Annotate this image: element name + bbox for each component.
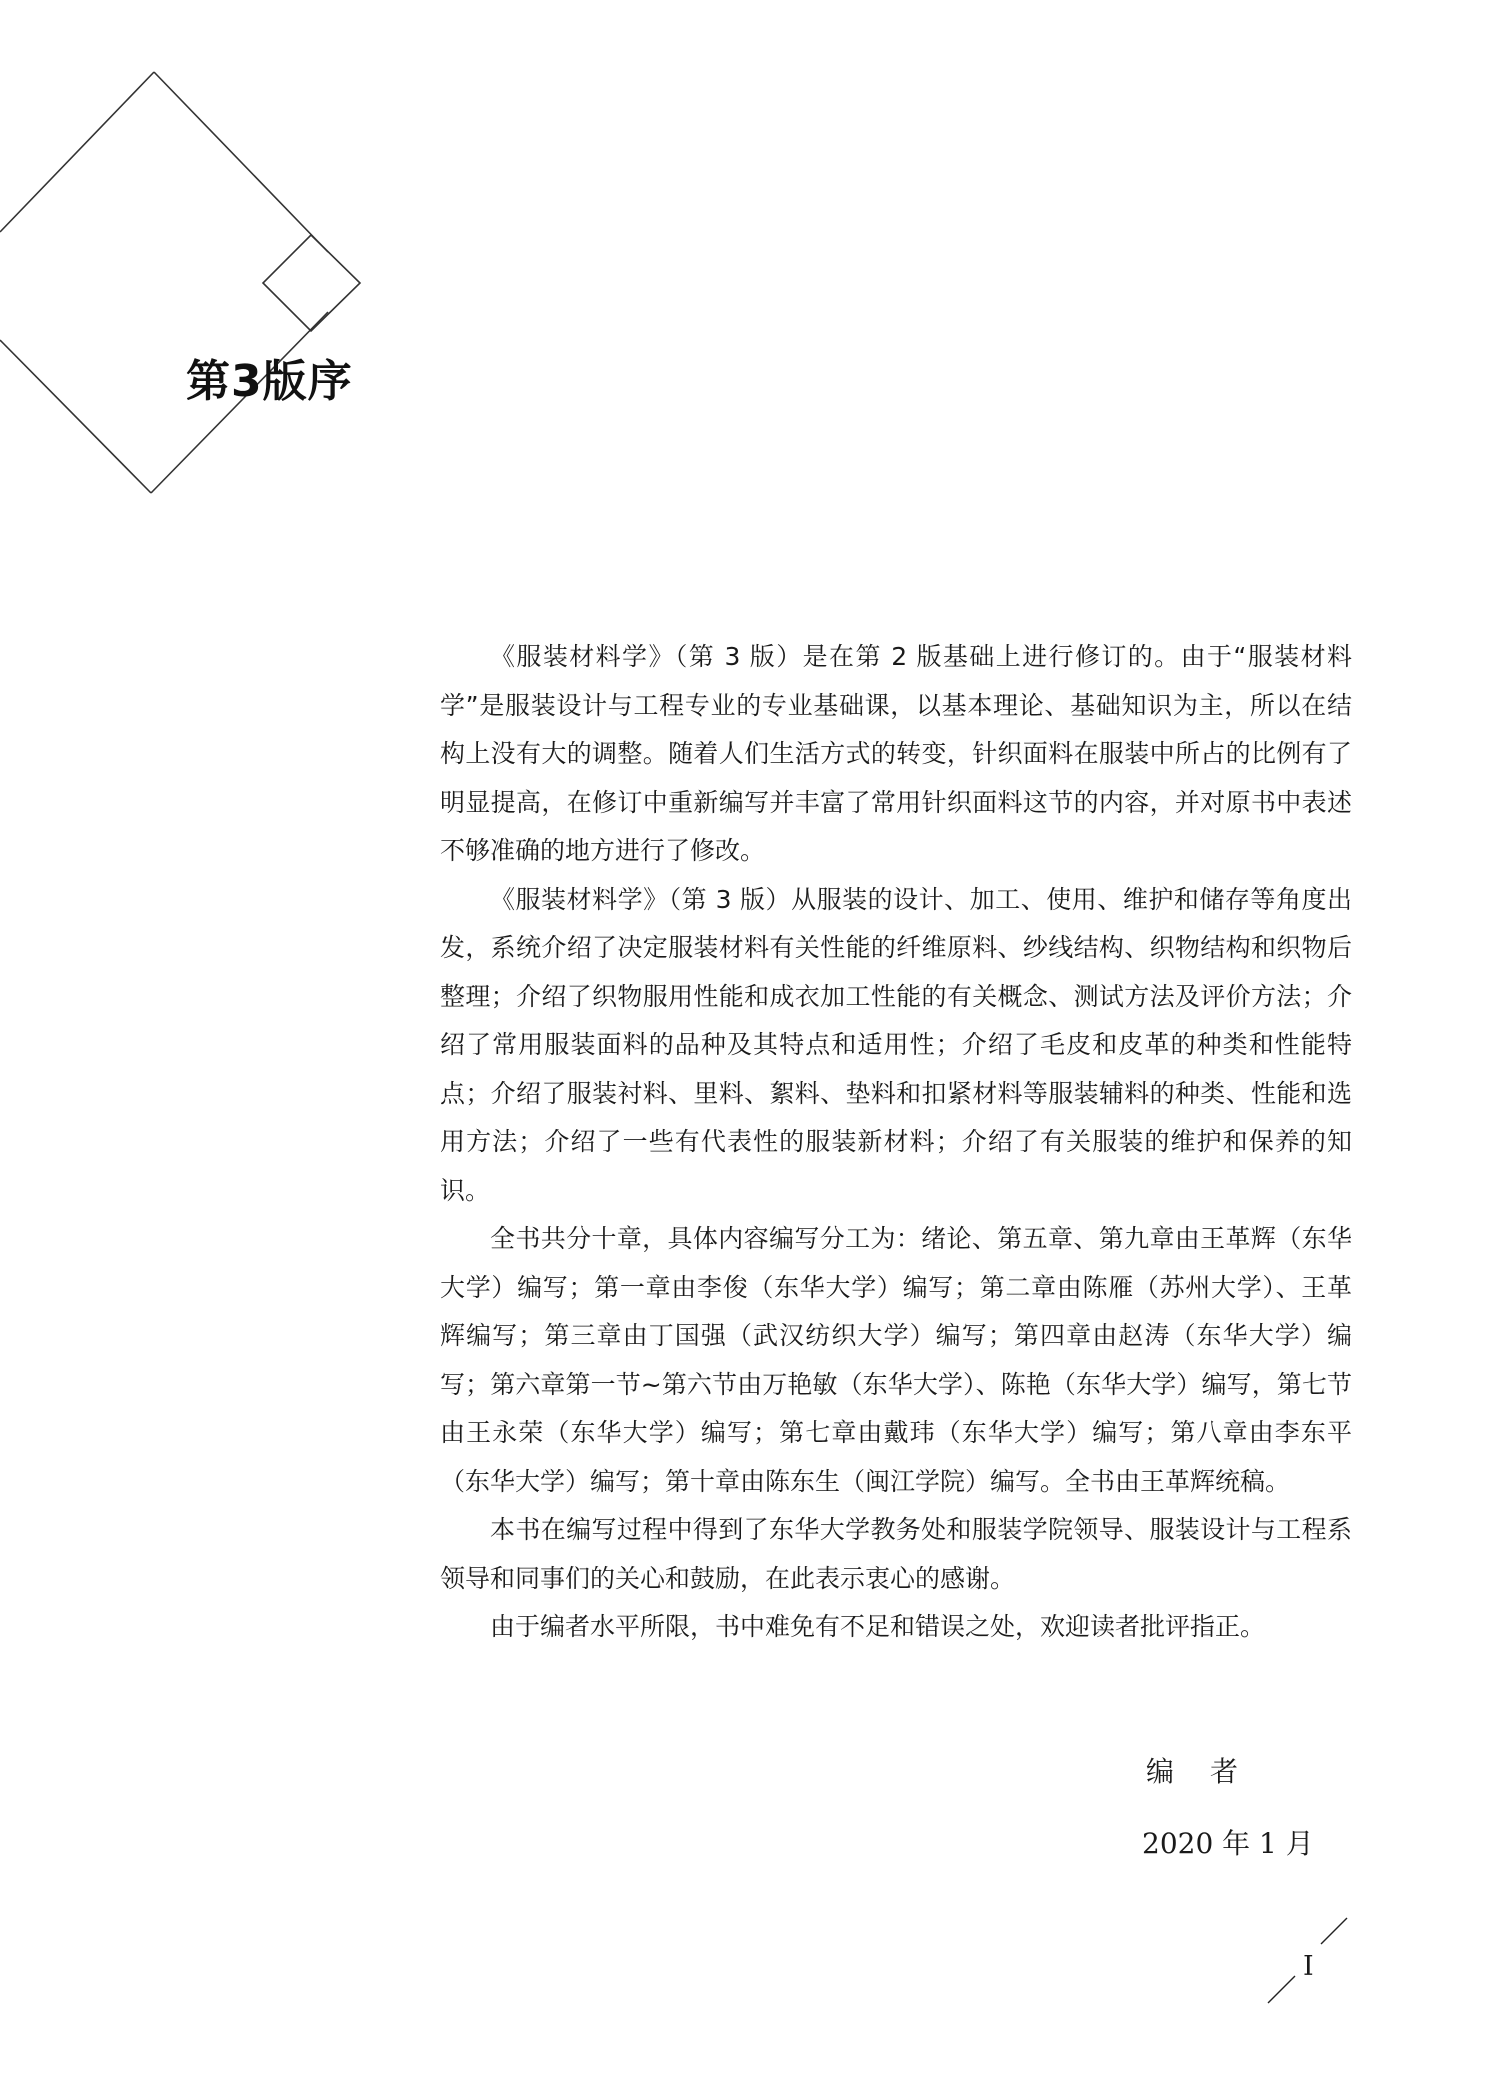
large-diamond-top-left-edge <box>0 72 154 232</box>
small-diamond <box>263 235 360 331</box>
paragraph-content-overview: 《服装材料学》（第 3 版）从服装的设计、加工、使用、维护和储存等角度出发，系统介绍了决定服装材料有关性能的纤维原料、纱线结构、织物结构和织物后整理；介绍了织物服用性能和成衣加工性能的有关概念、测试方法及评价方法；介绍了常用服装面料的品种及其特点和适用性；介绍了毛皮和皮革的种类和性能特点；介绍了服装衬料、里料、絮料、垫料和扣紧材料等服装辅料的种类、性能和选用方法；介绍了一些有代表性的服装新材料；介绍了有关服装的维护和保养的知识。 <box>440 884 1352 1205</box>
signature-author: 编者 <box>1146 1755 1275 1788</box>
page-number: I <box>1303 1951 1314 1982</box>
paragraph-acknowledgement: 本书在编写过程中得到了东华大学教务处和服装学院领导、服装设计与工程系领导和同事们的关心和鼓励，在此表示衷心的感谢。 <box>440 1515 1352 1593</box>
signature-date: 2020 年 1 月 <box>1142 1827 1314 1860</box>
preface-body <box>440 633 1352 1652</box>
paragraph-closing-note: 由于编者水平所限，书中难免有不足和错误之处，欢迎读者批评指正。 <box>490 1612 1266 1641</box>
page-number-slash-bottom <box>1268 1976 1295 2003</box>
large-diamond-lower-left-edge <box>0 340 151 493</box>
page-title: 第3版序 <box>186 356 353 407</box>
paragraph-author-division: 全书共分十章，具体内容编写分工为：绪论、第五章、第九章由王革辉（东华大学）编写；第一章由李俊（东华大学）编写；第二章由陈雁（苏州大学）、王革辉编写；第三章由丁国强（武汉纺织大学）编写；第四章由赵涛（东华大学）编写；第六章第一节~第六节由万艳敏（东华大学）、陈艳（东华大学）编写，第七节由王永荣（东华大学）编写；第七章由戴玮（东华大学）编写；第八章由李东平（东华大学）编写；第十章由陈东生（闽江学院）编写。全书由王革辉统稿。 <box>440 1224 1352 1496</box>
page-number-slash-top <box>1321 1918 1347 1944</box>
signature-block <box>1142 1752 1352 1864</box>
large-diamond-top-right-edge <box>154 72 328 252</box>
paragraph-revision-summary: 《服装材料学》（第 3 版）是在第 2 版基础上进行修订的。由于“服装材料学”是服装设计与工程专业的专业基础课，以基本理论、基础知识为主，所以在结构上没有大的调整。随着人们生活方式的转变，针织面料在服装中所占的比例有了明显提高，在修订中重新编写并丰富了常用针织面料这节的内容，并对原书中表述不够准确的地方进行了修改。 <box>440 642 1352 865</box>
